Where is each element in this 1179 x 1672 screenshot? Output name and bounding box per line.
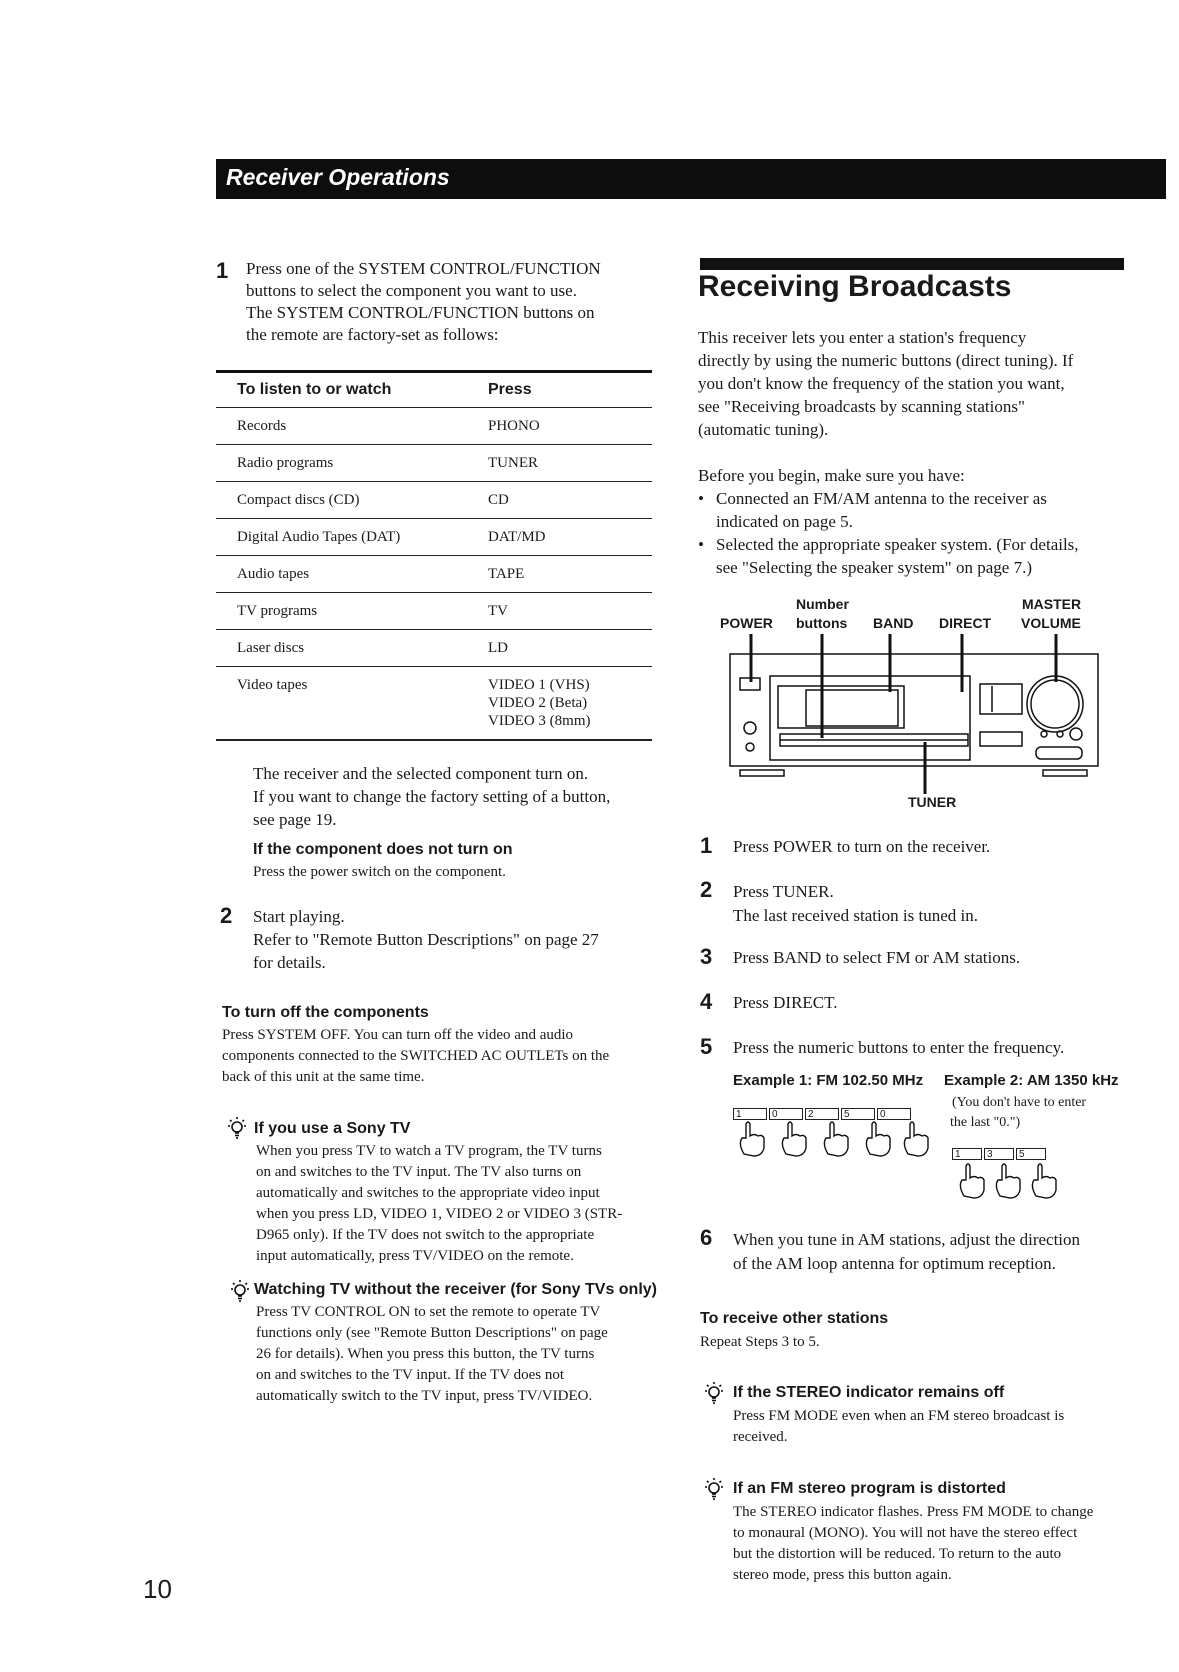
table-cell-line: VIDEO 2 (Beta) [488, 695, 588, 711]
tip-heading: Watching TV without the receiver (for Sony TVs only) [254, 1281, 657, 1298]
table-cell: TAPE [488, 566, 525, 582]
number-key: 5 [841, 1108, 875, 1120]
table-cell: DAT/MD [488, 529, 546, 545]
table-cell: LD [488, 640, 508, 656]
finger-press-icons [958, 1162, 1068, 1200]
text-line: to monaural (MONO). You will not have the stereo effect [733, 1525, 1078, 1541]
text-line: automatically switch to the TV input, press TV/VIDEO. [256, 1388, 593, 1404]
step-number: 2 [700, 877, 713, 902]
text-line: The SYSTEM CONTROL/FUNCTION buttons on [246, 303, 595, 322]
number-key: 1 [952, 1148, 982, 1160]
table-cell: TUNER [488, 455, 538, 471]
text-line: Press TV CONTROL ON to set the remote to operate TV [256, 1304, 601, 1320]
table-row [216, 445, 652, 481]
text-line: the remote are factory-set as follows: [246, 325, 499, 344]
table-header: To listen to or watch [237, 381, 392, 398]
turn-off-text [222, 1025, 609, 1088]
text-line: see "Selecting the speaker system" on page 7.) [716, 558, 1033, 577]
table-cell: TV [488, 603, 508, 619]
number-key: 5 [1016, 1148, 1046, 1160]
text-line: stereo mode, press this button again. [733, 1567, 952, 1583]
callout-label: BAND [873, 615, 914, 631]
text-line: buttons to select the component you want to use. [246, 281, 577, 300]
text-line: see page 19. [253, 810, 337, 829]
text-line: Before you begin, make sure you have: [698, 466, 965, 485]
text-line: you don't know the frequency of the station you want, [698, 374, 1065, 393]
step-number: 5 [700, 1034, 713, 1059]
table-cell [488, 676, 652, 739]
before-you-begin [698, 464, 1138, 579]
table-cell: Digital Audio Tapes (DAT) [237, 529, 401, 545]
text-line: directly by using the numeric buttons (direct tuning). If [698, 351, 1074, 370]
text-line: functions only (see "Remote Button Descriptions" on page [256, 1325, 608, 1341]
page-number: 10 [143, 1574, 172, 1604]
bullet-item [698, 533, 1138, 579]
callout-label: Number [796, 596, 849, 612]
text-line: When you press TV to watch a TV program, the TV turns [256, 1143, 602, 1159]
tip-text [256, 1141, 622, 1267]
example-label: Example 1: FM 102.50 MHz [733, 1072, 924, 1089]
table-cell: CD [488, 492, 509, 508]
table-cell: Laser discs [237, 640, 305, 656]
text-line: input automatically, press TV/VIDEO on the remote. [256, 1248, 574, 1264]
tip-lightbulb-icon [229, 1278, 251, 1302]
text-line: 26 for details). When you press this button, the TV turns [256, 1346, 595, 1362]
text-line: Press TUNER. [733, 882, 834, 901]
subheading: To receive other stations [700, 1310, 889, 1327]
text-line: see "Receiving broadcasts by scanning stations" [698, 397, 1025, 416]
section-heading: Receiving Broadcasts [698, 270, 1012, 303]
text-line: Start playing. [253, 907, 345, 926]
callout-label: DIRECT [939, 615, 992, 631]
bullet-icon: • [698, 535, 704, 554]
body-text: Repeat Steps 3 to 5. [700, 1334, 820, 1350]
text-line: This receiver lets you enter a station's frequency [698, 328, 1027, 347]
text-line: received. [733, 1429, 788, 1445]
step-number: 1 [216, 258, 229, 283]
text-line: The receiver and the selected component turn on. [253, 764, 589, 783]
tip-text [256, 1302, 608, 1407]
step6-text [733, 1228, 1080, 1276]
text-line: If you want to change the factory setting of a button, [253, 787, 611, 806]
text-line: back of this unit at the same time. [222, 1069, 425, 1085]
tip-lightbulb-icon [703, 1380, 725, 1404]
table-cell-line: VIDEO 1 (VHS) [488, 677, 590, 693]
step2-text [253, 905, 599, 974]
table-row [216, 408, 652, 444]
text-line: The last received station is tuned in. [733, 906, 979, 925]
step-number: 1 [700, 833, 713, 858]
callout-label: TUNER [908, 794, 957, 810]
callout-label: MASTER [1022, 596, 1082, 612]
text-line: Selected the appropriate speaker system. (For details, [716, 535, 1079, 554]
text-line: but the distortion will be reduced. To return to the auto [733, 1546, 1062, 1562]
after-table-text [253, 762, 673, 831]
step-text: Press POWER to turn on the receiver. [733, 837, 991, 856]
table-row [216, 519, 652, 555]
receiver-diagram [700, 596, 1130, 816]
number-key: 0 [877, 1108, 911, 1120]
body-text: Press the power switch on the component. [253, 864, 506, 880]
table-header: Press [488, 381, 532, 398]
text-line: The STEREO indicator flashes. Press FM MODE to change [733, 1504, 1094, 1520]
step-text: Press DIRECT. [733, 993, 838, 1012]
table-cell: Video tapes [237, 677, 308, 693]
text-line: when you press LD, VIDEO 1, VIDEO 2 or VIDEO 3 (STR- [256, 1206, 623, 1222]
table-row [216, 593, 652, 629]
text-line: for details. [253, 953, 326, 972]
text-line: on and switches to the TV input. The TV also turns on [256, 1164, 582, 1180]
callout-label: POWER [720, 615, 773, 631]
table-header-row [216, 373, 652, 407]
example2-note [950, 1093, 1086, 1133]
tip-heading: If an FM stereo program is distorted [733, 1480, 1006, 1497]
table-cell: Records [237, 418, 287, 434]
text-line: components connected to the SWITCHED AC OUTLETs on the [222, 1048, 610, 1064]
number-key: 1 [733, 1108, 767, 1120]
table-cell: PHONO [488, 418, 540, 434]
tip-text [733, 1502, 1093, 1586]
table-cell: Compact discs (CD) [237, 492, 360, 508]
number-key: 2 [805, 1108, 839, 1120]
section-banner [216, 159, 1166, 199]
table-row [216, 667, 652, 739]
table-cell: Audio tapes [237, 566, 310, 582]
step-number: 3 [700, 944, 713, 969]
finger-press-icons [738, 1120, 938, 1158]
callout-label: buttons [796, 615, 848, 631]
text-line: automatically and switches to the appropriate video input [256, 1185, 600, 1201]
text-line: on and switches to the TV input. If the TV does not [256, 1367, 565, 1383]
subheading: To turn off the components [222, 1004, 429, 1021]
step-number: 2 [220, 903, 233, 928]
example-label: Example 2: AM 1350 kHz [944, 1072, 1119, 1089]
step-number: 6 [700, 1225, 713, 1250]
text-line: indicated on page 5. [716, 512, 853, 531]
tip-lightbulb-icon [226, 1115, 248, 1139]
step-text: Press BAND to select FM or AM stations. [733, 948, 1021, 967]
text-line: the last "0.") [950, 1115, 1021, 1130]
function-table [216, 370, 652, 741]
table-rule [216, 739, 652, 741]
table-cell: Radio programs [237, 455, 334, 471]
table-cell: TV programs [237, 603, 318, 619]
text-line: Connected an FM/AM antenna to the receiver as [716, 489, 1047, 508]
example2-keys [952, 1144, 1048, 1162]
text-line: (automatic tuning). [698, 420, 829, 439]
tip-heading: If the STEREO indicator remains off [733, 1384, 1005, 1401]
text-line: Press one of the SYSTEM CONTROL/FUNCTION [246, 259, 601, 278]
tip-lightbulb-icon [703, 1476, 725, 1500]
receiver-front-panel [700, 634, 1130, 794]
table-row [216, 630, 652, 666]
section-title: Receiver Operations [226, 164, 450, 190]
tip-text [733, 1406, 1064, 1448]
intro-text [698, 326, 1138, 441]
text-line: When you tune in AM stations, adjust the direction [733, 1230, 1081, 1249]
text-line: of the AM loop antenna for optimum reception. [733, 1254, 1056, 1273]
table-row [216, 556, 652, 592]
text-line: (You don't have to enter [952, 1095, 1087, 1110]
callout-label: VOLUME [1021, 615, 1081, 631]
table-row [216, 482, 652, 518]
step-text [733, 880, 978, 928]
number-key: 3 [984, 1148, 1014, 1160]
text-line: Press FM MODE even when an FM stereo broadcast is [733, 1408, 1065, 1424]
step1-text [246, 258, 666, 346]
number-key: 0 [769, 1108, 803, 1120]
tip-heading: If you use a Sony TV [254, 1120, 411, 1137]
text-line: Press SYSTEM OFF. You can turn off the video and audio [222, 1027, 574, 1043]
section-rule [700, 258, 1124, 270]
bullet-icon: • [698, 489, 704, 508]
text-line: Refer to "Remote Button Descriptions" on page 27 [253, 930, 599, 949]
text-line: D965 only). If the TV does not switch to the appropriate [256, 1227, 595, 1243]
bullet-item [698, 487, 1138, 533]
table-cell-line: VIDEO 3 (8mm) [488, 713, 591, 729]
subheading: If the component does not turn on [253, 841, 513, 858]
step-number: 4 [700, 989, 713, 1014]
step-text: Press the numeric buttons to enter the frequency. [733, 1038, 1065, 1057]
